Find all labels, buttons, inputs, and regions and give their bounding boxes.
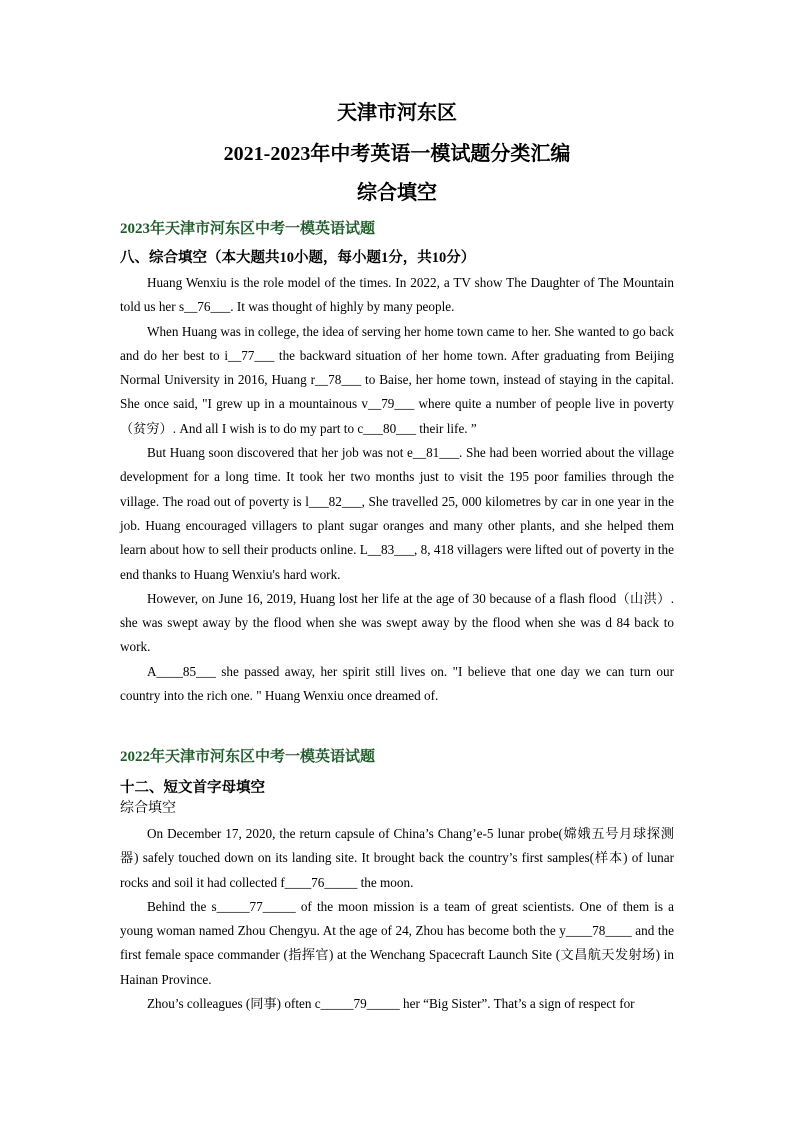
paragraph: Huang Wenxiu is the role model of the times. In 2022, a TV show The Daughter of The Mountain told us her s__76___. It was thought of highly by many people. xyxy=(120,275,674,315)
section-label-2022: 综合填空 xyxy=(120,801,176,816)
paragraph: Behind the s_____77_____ of the moon mission is a team of great scientists. One of them is a young woman named Zhou Chengyu. At the age of 24, Zhou has become both the y____78____ and the first female space commander (指挥官) at the Wenchang Spacecraft Launch Site (文昌航天发射场) in Hainan Province. xyxy=(120,898,674,987)
passage-2022 xyxy=(120,822,674,1016)
paragraph: However, on June 16, 2019, Huang lost her life at the age of 30 because of a flash flood（山洪）. she was swept away by the flood when she was swept away by the flood when she was d 84 back to work. xyxy=(120,590,674,655)
title-topic: 综合填空 xyxy=(357,182,437,204)
paragraph: When Huang was in college, the idea of serving her home town came to her. She wanted to go back and do her best to i__77___ the backward situation of her home town. After graduating from Beijing Normal University in 2016, Huang r__78___ to Baise, her home town, instead of staying in the capital. She once said, "I grew up in a mountainous v__79___ where quite a number of people live in poverty（贫穷）. And all I wish is to do my part to c___80___ their life. ” xyxy=(120,323,674,436)
paragraph: On December 17, 2020, the return capsule of China’s Chang’e-5 lunar probe(嫦娥五号月球探测器) safely touched down on its landing site. It brought back the country’s first samples(样本) of lunar rocks and soil it had collected f____76_____ the moon. xyxy=(120,826,674,890)
paragraph: A____85___ she passed away, her spirit still lives on. "I believe that one day we can turn our country into the rich one. " Huang Wenxiu once dreamed of. xyxy=(120,663,674,704)
section-heading-2022: 2022年天津市河东区中考一模英语试题 xyxy=(120,749,376,765)
section-subheading-2022: 十二、短文首字母填空 xyxy=(120,780,265,796)
paragraph: But Huang soon discovered that her job was not e__81___. She had been worried about the village development for a long time. It took her two months just to visit the 195 poor families through the village. The road out of poverty is l___82___, She travelled 25, 000 kilometres by car in one year in the job. Huang encouraged villagers to plant sugar oranges and many other plants, and she helped them learn about how to sell their products online. L__83___, 8, 418 villagers were lifted out of poverty in the end thanks to Huang Wenxiu's hard work. xyxy=(120,445,674,582)
section-subheading-2023: 八、综合填空（本大题共10小题，每小题1分，共10分） xyxy=(120,250,476,266)
section-heading-2023: 2023年天津市河东区中考一模英语试题 xyxy=(120,221,376,237)
title-collection: 2021-2023年中考英语一模试题分类汇编 xyxy=(223,143,571,165)
passage-2023 xyxy=(120,271,674,708)
paragraph: Zhou’s colleagues (同事) often c_____79_____ her “Big Sister”. That’s a sign of respect for xyxy=(147,996,635,1012)
title-district: 天津市河东区 xyxy=(337,102,457,124)
